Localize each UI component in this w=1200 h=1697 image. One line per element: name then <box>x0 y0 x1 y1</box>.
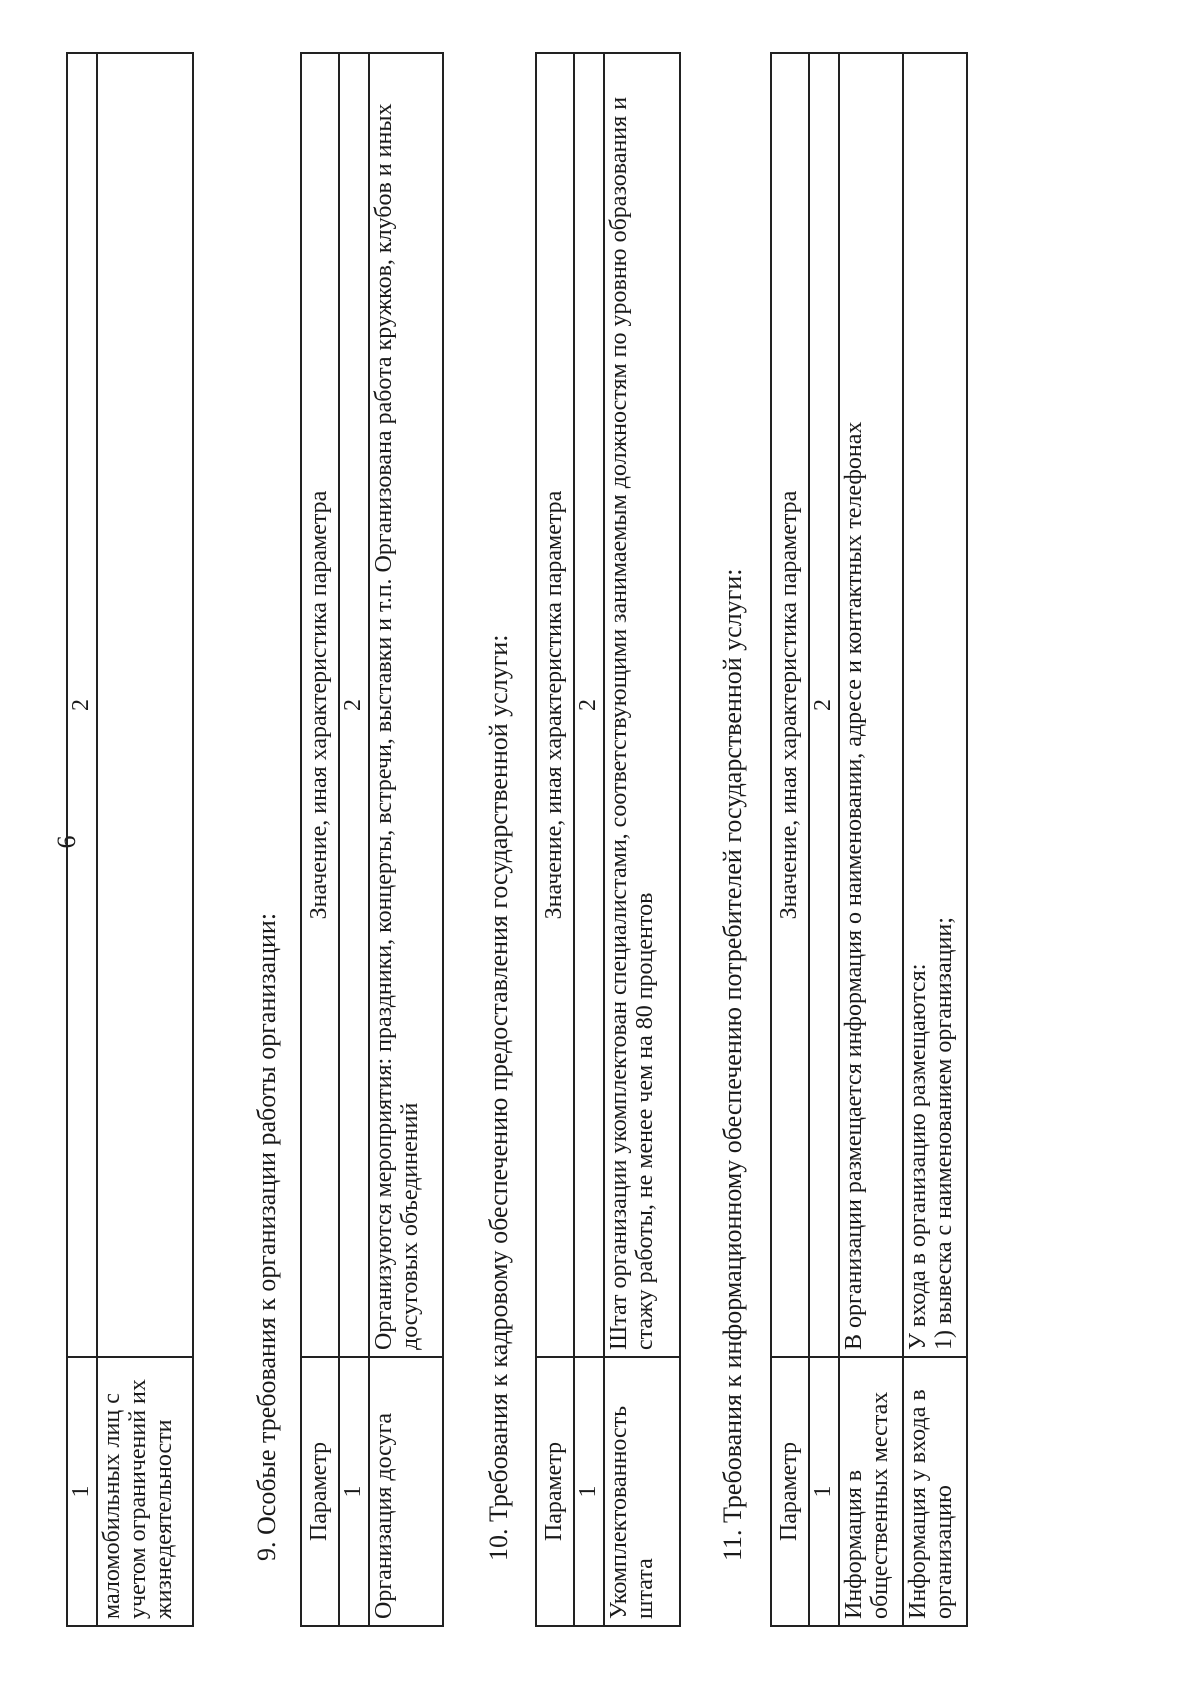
param-cell: Укомплектованность штата <box>604 1357 680 1626</box>
section-10-table <box>535 52 681 1627</box>
column-number-2: 2 <box>339 53 369 1357</box>
value-line: У входа в организацию размещаются: <box>905 963 931 1350</box>
column-number-1: 1 <box>574 1357 604 1626</box>
value-line: 1) вывеска с наименованием организации; <box>930 917 957 1350</box>
section-9-table <box>300 52 444 1627</box>
param-cell: Организация досуга <box>369 1357 443 1626</box>
value-cell <box>903 53 967 1357</box>
section-9-heading: 9. Особые требования к организации работы организации: <box>252 912 281 1561</box>
param-cell: маломобильных лиц с учетом ограничений их жизнедеятельности <box>97 1357 193 1626</box>
section-10-heading: 10. Требования к кадровому обеспечению предоставления государственной услуги: <box>484 634 513 1561</box>
page-number: 6 <box>52 835 81 849</box>
header-value: Значение, иная характеристика параметра <box>536 53 574 1357</box>
column-number-2: 2 <box>809 53 839 1357</box>
value-cell <box>97 53 193 1357</box>
section-11-heading: 11. Требования к информационному обеспечению потребителей государственной услуги: <box>718 568 747 1561</box>
continued-table <box>66 52 194 1627</box>
column-number-1: 1 <box>339 1357 369 1626</box>
column-number-2: 2 <box>574 53 604 1357</box>
column-number-2: 2 <box>67 53 97 1357</box>
header-parameter: Параметр <box>301 1357 339 1626</box>
header-parameter: Параметр <box>771 1357 809 1626</box>
header-value: Значение, иная характеристика параметра <box>771 53 809 1357</box>
column-number-1: 1 <box>67 1357 97 1626</box>
header-parameter: Параметр <box>536 1357 574 1626</box>
column-number-1: 1 <box>809 1357 839 1626</box>
value-cell: Штат организации укомплектован специалистами, соответствующими занимаемым должностям по уровню образования и стажу работы, не менее чем на 80 процентов <box>604 53 680 1357</box>
section-11-table <box>770 52 968 1627</box>
value-cell: В организации размещается информация о наименовании, адресе и контактных телефонах <box>839 53 903 1357</box>
param-cell: Информация у входа в организацию <box>903 1357 967 1626</box>
header-value: Значение, иная характеристика параметра <box>301 53 339 1357</box>
value-cell: Организуются мероприятия: праздники, концерты, встречи, выставки и т.п. Организована работа кружков, клубов и иных досуговых объединений <box>369 53 443 1357</box>
param-cell: Информация в общественных местах <box>839 1357 903 1626</box>
